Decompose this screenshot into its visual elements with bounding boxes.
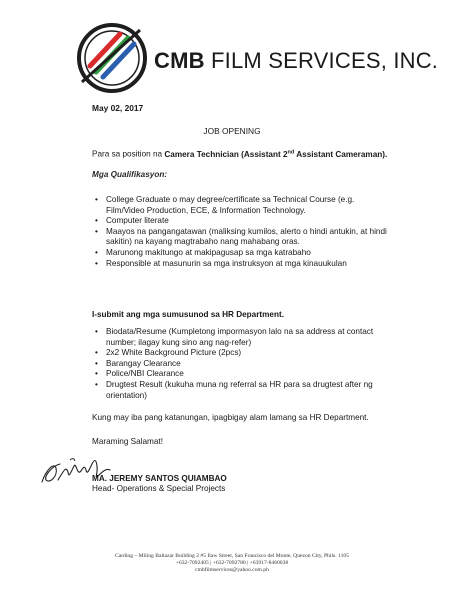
list-item	[92, 359, 392, 370]
position-prefix: Para sa position na	[92, 149, 165, 159]
letter-footer	[0, 553, 464, 575]
bullet-dot-icon: •	[95, 327, 98, 336]
film-reel-logo-icon	[76, 22, 148, 94]
bullet-dot-icon: •	[95, 358, 98, 368]
footer-email: cmbfilmservices@yahoo.com.ph	[195, 567, 269, 574]
footer-phones: +632-7092405 | +632-7092780 | +63917-8460038	[175, 560, 289, 567]
list-item-text: Marunong makitungo at makipagusap sa mga katrabaho	[106, 247, 311, 257]
company-name	[154, 48, 438, 74]
bullet-dot-icon: •	[95, 216, 98, 226]
bullet-dot-icon: •	[95, 195, 98, 204]
bullet-dot-icon: •	[95, 247, 98, 257]
list-item-text: Drugtest Result (kukuha muna ng referral sa HR para sa drugtest after ng orientation)	[106, 379, 373, 400]
bullet-dot-icon: •	[95, 369, 98, 379]
list-item	[92, 227, 392, 248]
company-name-bold: CMB	[154, 48, 205, 73]
list-item-text: 2x2 White Background Picture (2pcs)	[106, 348, 242, 358]
letter-heading: JOB OPENING	[203, 126, 261, 136]
company-name-rest: FILM SERVICES, INC.	[204, 48, 439, 73]
list-item-text: College Graduate o may degree/certificate sa Technical Course (e.g. Film/Video Production, ECE, & Information Technology.	[106, 195, 355, 215]
list-item-text: Maayos na pangangatawan (maliksing kumilos, alerto o hindi antukin, at hindi sakitin) na kayang magtrabaho nang mahabang oras.	[106, 226, 387, 247]
list-item	[92, 216, 392, 227]
signer-block	[92, 474, 227, 495]
list-item-text: Biodata/Resume (Kumpletong impormasyon lalo na sa address at contact number; ilagay kung sino ang nag-refer)	[106, 327, 374, 347]
thanks-line: Maraming Salamat!	[92, 437, 163, 446]
bullet-dot-icon: •	[95, 379, 98, 389]
letter-date: May 02, 2017	[92, 103, 144, 113]
list-item-text: Police/NBI Clearance	[106, 369, 184, 379]
position-title: Camera Technician (Assistant 2	[164, 149, 288, 159]
closing-line: Kung may iba pang katanungan, ipagbigay alam lamang sa HR Department.	[92, 413, 369, 422]
position-title-sup: nd	[287, 149, 295, 155]
position-title-end: Assistant Cameraman).	[294, 149, 388, 159]
submit-heading: I-submit ang mga sumusunod sa HR Department.	[92, 310, 284, 319]
list-item	[92, 248, 392, 259]
list-item-text: Barangay Clearance	[106, 358, 181, 368]
qualifications-heading: Mga Qualifikasyon:	[92, 170, 168, 179]
footer-address: Carding – Miling Baltazar Building 2 #5 Ilaw Street, San Francisco del Monte, Quezon City, Phils. 1105	[114, 553, 350, 559]
list-item	[92, 348, 392, 359]
list-item-text: Responsible at masunurin sa mga instruksyon at mga kinauukulan	[106, 258, 347, 268]
list-item	[92, 327, 392, 348]
list-item	[92, 380, 392, 401]
list-item	[92, 195, 392, 216]
bullet-dot-icon: •	[95, 258, 98, 268]
position-line	[92, 147, 442, 160]
signer-title: Head- Operations & Special Projects	[92, 484, 226, 494]
list-item-text: Computer literate	[106, 216, 169, 226]
bullet-dot-icon: •	[95, 348, 98, 358]
list-item	[92, 259, 392, 270]
bullet-dot-icon: •	[95, 226, 98, 236]
qualifications-list	[92, 195, 392, 269]
list-item	[92, 369, 392, 380]
documents-list	[92, 327, 392, 401]
signer-name: MA. JEREMY SANTOS QUIAMBAO	[92, 474, 227, 483]
